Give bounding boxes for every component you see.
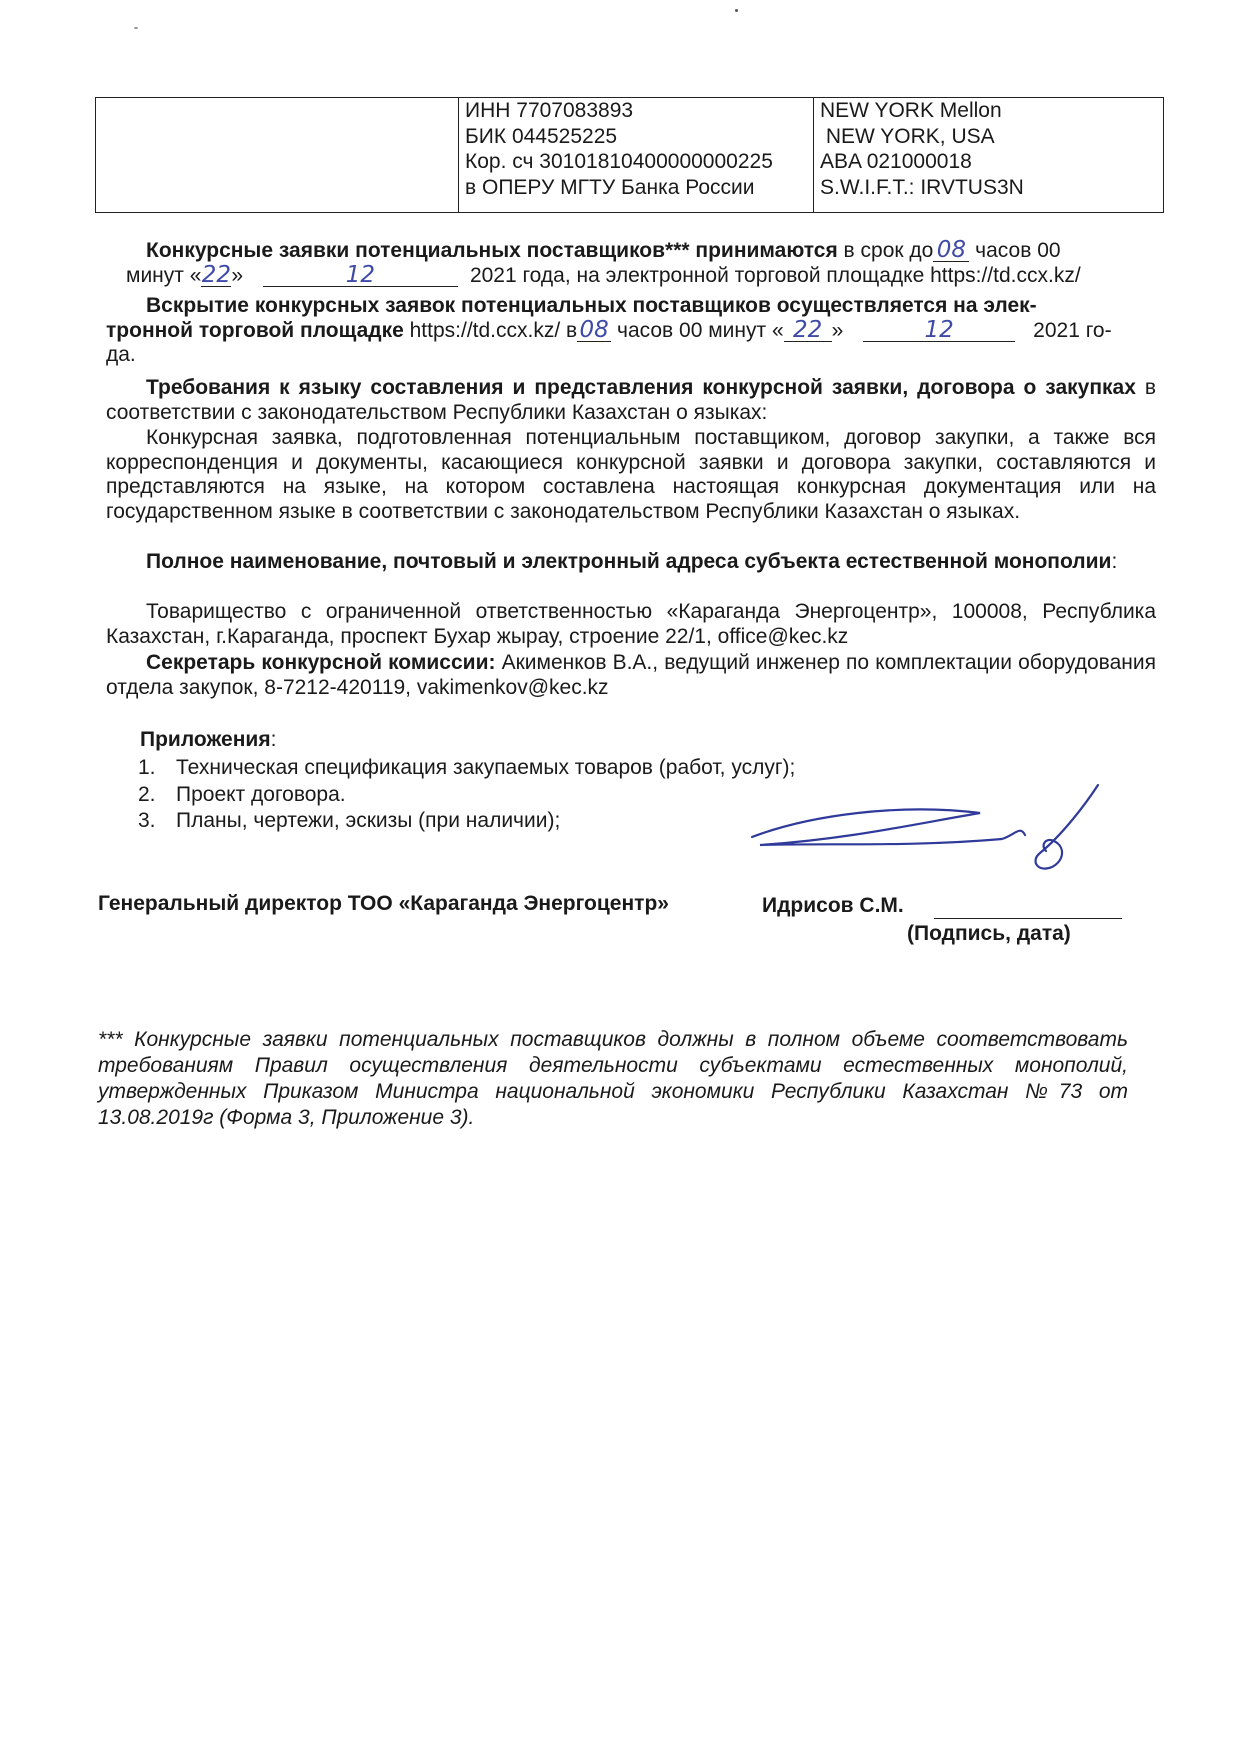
signature-caption: (Подпись, дата) — [907, 922, 1071, 945]
submission-day-field — [201, 261, 232, 288]
list-item-number: 2. — [138, 782, 156, 806]
opening-bold: тронной торговой площадке — [106, 318, 404, 342]
submission-paragraph — [126, 239, 1154, 288]
attachments-title-text: Приложения — [140, 728, 271, 751]
opening-text: » — [831, 318, 844, 342]
submission-text: 2021 года, на электронной торговой площадке https://td.ccx.kz/ — [469, 263, 1081, 287]
submission-text: в срок до — [837, 239, 934, 262]
bik: БИК 044525225 — [465, 124, 618, 148]
list-item — [138, 808, 795, 835]
language-body: Конкурсная заявка, подготовленная потенциальным поставщиком, договор закупки, а также вся корреспонденция и документы, касающиеся конкурсной заявки и договора закупки, составляются и представляются на языке, на котором составлена настоящая конкурсная документация или на государственном языке в соответствии с законодательством Республики Казахстан о языках. — [106, 426, 1156, 523]
handwritten-month: 12 — [345, 261, 376, 288]
swift-code: S.W.I.F.T.: IRVTUS3N — [820, 175, 1024, 199]
bank-details-table — [95, 97, 1164, 213]
handwritten-hour: 08 — [936, 237, 966, 263]
monopoly-bold: Полное наименование, почтовый и электронный адреса субъекта естественной монополии — [146, 550, 1112, 573]
submission-text: часов 00 — [969, 239, 1061, 262]
attachments-colon: : — [270, 728, 277, 751]
handwritten-month: 12 — [924, 316, 954, 343]
attachments-title — [140, 728, 276, 752]
correspondent-account: Кор. сч 30101810400000000225 — [465, 150, 773, 173]
bank-name-us: NEW YORK Mellon — [820, 99, 1002, 122]
director-name: Идрисов С.М. — [762, 894, 904, 917]
opening-month-field — [863, 316, 1015, 343]
language-bold: Требования к языку составления и представления конкурсной заявки, договора о закупках — [146, 376, 1136, 399]
footnote: *** Конкурсные заявки потенциальных поставщиков должны в полном объеме соответствовать требованиям Правил осуществления деятельности субъектами естественных монополий, утвержденных Приказом Министра национальной экономики Республики Казахстан №73 от 13.08.2019г (Форма 3, Приложение 3). — [98, 1028, 1128, 1129]
submission-month-field — [263, 261, 458, 288]
language-requirements — [106, 376, 1156, 425]
secretary-paragraph — [106, 651, 1156, 700]
empty-cell — [96, 98, 459, 213]
monopoly-body: Товарищество с ограниченной ответственностью «Караганда Энергоцентр», 100008, Республика Казахстан, г.Караганда, проспект Бухар жырау, строение 22/1, office@kec.kz — [106, 600, 1156, 648]
opening-text: часов 00 минут « — [611, 318, 784, 342]
opening-day-field — [784, 316, 832, 343]
secretary-text: Акименков В.А., ведущий инженер по комплектации оборудования отдела закупок, 8-7212-420119, vakimenkov@kec.kz — [106, 651, 1156, 699]
list-item-text: Техническая спецификация закупаемых товаров (работ, услуг); — [176, 756, 796, 779]
submission-text: минут « — [126, 263, 202, 287]
opening-bold-line: Вскрытие конкурсных заявок потенциальных поставщиков осуществляется на элек- — [146, 294, 1037, 317]
bank-details-russia — [459, 98, 814, 213]
bank-city: NEW YORK, USA — [820, 124, 995, 148]
submission-text: » — [231, 263, 244, 287]
attachments-list — [138, 755, 795, 835]
secretary-bold: Секретарь конкурсной комиссии: — [146, 651, 496, 674]
aba-number: ABA 021000018 — [820, 150, 972, 173]
director-title: Генеральный директор ТОО «Караганда Энергоцентр» — [98, 892, 669, 915]
submission-hour-field — [933, 237, 969, 263]
bank-details-usa — [814, 98, 1164, 213]
scan-speck — [134, 27, 138, 29]
scan-speck — [735, 9, 738, 12]
list-item-text: Планы, чертежи, эскизы (при наличии); — [176, 809, 561, 832]
list-item — [138, 755, 795, 782]
language-text: в соответствии с законодательством Республики Казахстан о языках: — [106, 376, 1156, 424]
inn: ИНН 7707083893 — [465, 99, 634, 122]
handwritten-signature — [740, 775, 1120, 885]
handwritten-day: 22 — [201, 261, 232, 288]
list-item-number: 3. — [138, 809, 156, 832]
list-item-number: 1. — [138, 756, 156, 779]
opening-text: да. — [106, 343, 136, 366]
opening-text: 2021 го- — [1033, 318, 1112, 342]
handwritten-hour: 08 — [579, 316, 609, 343]
signature-line — [934, 918, 1122, 919]
handwritten-day: 22 — [792, 316, 823, 343]
opening-text: https://td.ccx.kz/ в — [403, 318, 578, 342]
monopoly-colon: : — [1111, 550, 1118, 573]
list-item-text: Проект договора. — [176, 782, 346, 806]
bank-name: в ОПЕРУ МГТУ Банка России — [465, 175, 755, 199]
opening-paragraph — [106, 294, 1156, 368]
opening-hour-field — [577, 316, 611, 343]
monopoly-heading — [106, 550, 1156, 575]
list-item — [138, 782, 795, 809]
submission-bold: Конкурсные заявки потенциальных поставщиков*** принимаются — [146, 239, 838, 262]
